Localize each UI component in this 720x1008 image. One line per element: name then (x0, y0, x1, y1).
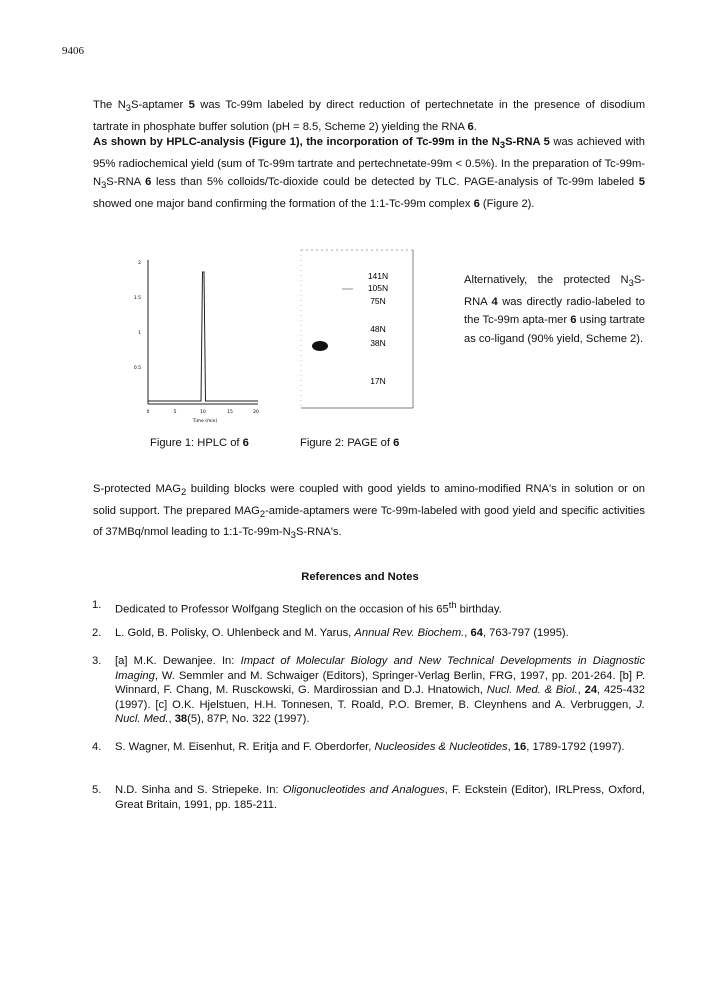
gel-marker-label: 48N (370, 324, 386, 334)
gel-marker-label: 141N (367, 271, 389, 281)
paragraph-mag2-coupling: S-protected $MAG_2$ building blocks were coupled with good yields to amino-modified RNA's in solution or on solid support. The prepared $MAG_2-amide$-aptamers were Tc-99m-labeled with good yield and specific activities of 37MBq/nmol leading to $1:1-Tc-99m-N_3S-RNA's$. (93, 483, 645, 541)
side-text-alternative-labeling: Alternatively, the protected $N_3S$-RNA 4 was directly radio-labeled to the Tc-99m apta-mer 6 using tartrate as co-ligand (90% yield, Scheme 2). (464, 274, 645, 346)
reference-3: 3. [a] M.K. Dewanjee. In: Impact of Molecular Biology and New Technical Developments in Diagnostic Imaging, W. Semmler and M. Schwaiger (Editors), Springer-Verlag Berlin, FRG, 1997, pp. 201-264. [b] P. Winnard, F. Chang, M. Rusckowski, G. Mardirossian and D.J. Hnatowich, Nucl. Med. & Biol., 24, 425-432 (1997). [c] O.K. Hjelstuen, H.H. Tonnesen, T. Roald, P.O. Bremer, B. Cleynhens and A. Verbruggen, J. Nucl. Med., 38(5), 87P, No. 322 (1997). (92, 655, 646, 726)
reference-number: 3. (92, 655, 102, 667)
references-heading: References and Notes (301, 571, 419, 583)
reference-number: 1. (92, 599, 102, 611)
reference-number: 2. (92, 627, 102, 639)
gel-major-band (312, 341, 328, 351)
page-gel-figure (300, 248, 415, 410)
gel-marker-label: 75N (370, 296, 386, 306)
reference-5: 5. N.D. Sinha and S. Striepeke. In: Oligonucleotides and Analogues, F. Eckstein (Editor), IRLPress, Oxford, Great Britain, 1991, pp. 185-211. (92, 784, 645, 811)
hplc-x-tick-label: 20 (253, 410, 259, 415)
figure-1-caption: Figure 1: HPLC of 6 (150, 437, 249, 449)
hplc-figure (133, 252, 263, 427)
hplc-y-tick-label: 1.5 (133, 296, 141, 301)
gel-marker-label: 17N (370, 376, 386, 386)
paragraph-labeling: The $N_3S$-aptamer 5 was Tc-99m labeled by direct reduction of pertechnetate in the presence of disodium tartrate in phosphate buffer solution (pH = 8.5, Scheme 2) yielding the RNA 6. (93, 99, 646, 133)
paragraph-hplc-analysis: As shown by HPLC-analysis (Figure 1), the incorporation of Tc-99m in the $N_3S$-RNA 5 was achieved with 95% radiochemical yield (sum of Tc-99m tartrate and pertechnetate-99m < 0.5%). In the preparation of $Tc-99m-N_3S$-RNA 6 less than 5% colloids/Tc-dioxide could be detected by TLC. PAGE-analysis of Tc-99m labeled 5 showed one major band confirming the formation of the 1:1-Tc-99m complex 6 (Figure 2). (93, 136, 645, 210)
figure-2-caption: Figure 2: PAGE of 6 (300, 437, 400, 449)
hplc-y-tick-label: 0.5 (133, 366, 141, 371)
reference-number: 4. (92, 741, 102, 753)
reference-4: 4. S. Wagner, M. Eisenhut, R. Eritja and F. Oberdorfer, Nucleosides & Nucleotides, 16, 1789-1792 (1997). (92, 741, 625, 753)
page-number: 9406 (62, 45, 84, 57)
hplc-x-label: Time (min) (192, 419, 218, 424)
gel-marker-label: 105N (367, 283, 389, 293)
hplc-x-tick-label: 5 (173, 410, 177, 415)
hplc-trace (148, 272, 258, 401)
reference-1: 1. Dedicated to Professor Wolfgang Steglich on the occasion of his 65th birthday. (92, 599, 502, 616)
hplc-y-tick-label: 1 (138, 331, 141, 336)
hplc-x-tick-label: 0 (146, 410, 150, 415)
gel-marker-label: 38N (370, 338, 386, 348)
reference-2: 2. L. Gold, B. Polisky, O. Uhlenbeck and M. Yarus, Annual Rev. Biochem., 64, 763-797 (1995). (92, 627, 569, 639)
hplc-x-tick-label: 10 (200, 410, 206, 415)
hplc-y-tick-label: 2 (138, 261, 141, 266)
hplc-x-tick-label: 15 (227, 410, 233, 415)
reference-number: 5. (92, 784, 102, 796)
